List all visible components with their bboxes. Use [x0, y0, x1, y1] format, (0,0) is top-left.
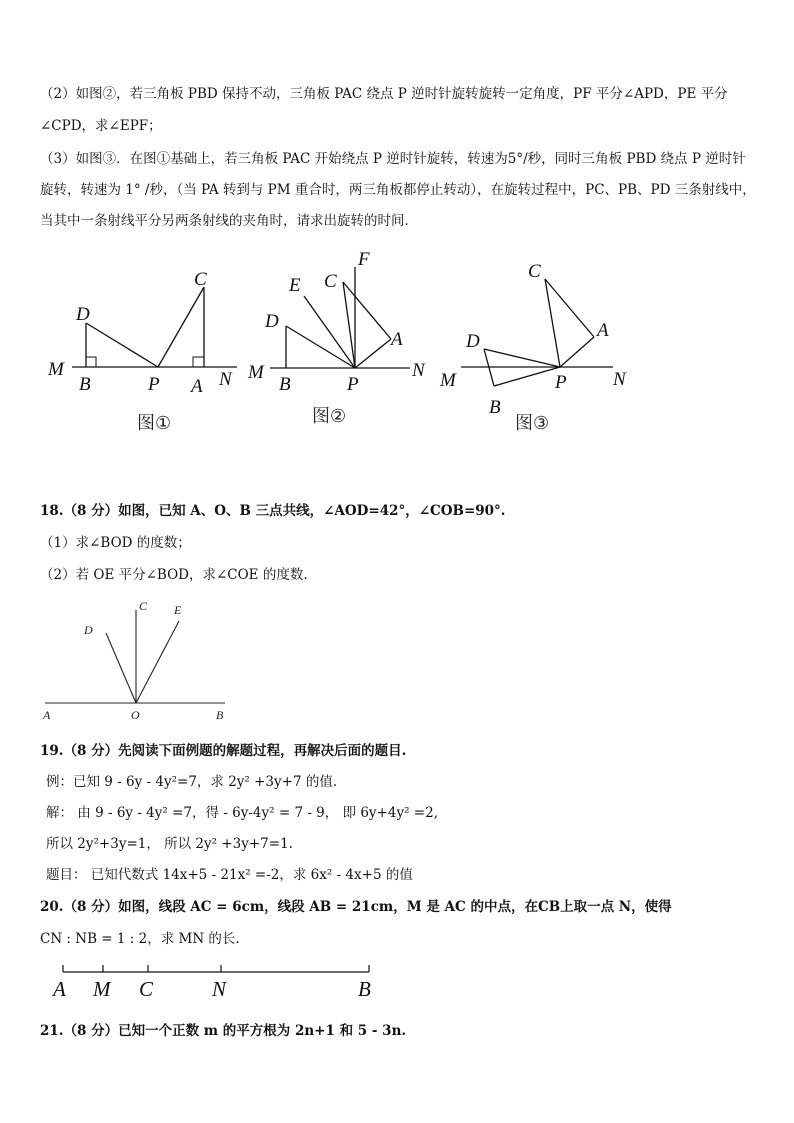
- q18-label-C: C: [139, 599, 148, 613]
- q17-part3-line1: （3）如图③．在图①基础上，若三角板 PAC 开始绕点 P 逆时针旋转，转速为5°/秒，同时三角板 PBD 绕点 P 逆时针: [40, 151, 746, 167]
- fig3-label-A: A: [597, 320, 609, 341]
- q21-heading: 21.（8 分）已知一个正数 m 的平方根为 2n+1 和 5 - 3n.: [40, 1023, 407, 1039]
- q18-label-B: B: [216, 708, 224, 722]
- q18-label-D: D: [84, 623, 93, 637]
- q17-part3-line2: 旋转，转速为 1° /秒，（当 PA 转到与 PM 重合时，两三角板都停止转动），在旋转过程中，PC、PB、PD 三条射线中，: [40, 182, 756, 198]
- fig3-label-P: P: [555, 372, 567, 393]
- figure-2: [247, 249, 426, 427]
- q18-label-A: A: [43, 708, 51, 722]
- fig2-label-M: M: [248, 362, 264, 383]
- fig1-label-B: B: [79, 374, 91, 395]
- q20-point-A: A: [53, 977, 66, 1001]
- fig1-label-M: M: [48, 359, 64, 380]
- q18-sub1: （1）求∠BOD 的度数；: [40, 535, 191, 551]
- fig1-label-P: P: [148, 374, 160, 395]
- q19-heading: 19.（8 分）先阅读下面例题的解题过程，再解决后面的题目.: [40, 743, 407, 759]
- q19-so: 所以 2y²+3y=1， 所以 2y² +3y+7=1.: [46, 836, 293, 852]
- q18-label-O: O: [131, 708, 140, 722]
- figure-3: [439, 261, 627, 434]
- fig1-label-N: N: [219, 369, 232, 390]
- q18-label-E: E: [174, 603, 182, 617]
- q19-task: 题目： 已知代数式 14x+5 - 21x² =-2，求 6x² - 4x+5 的值: [46, 867, 413, 883]
- fig2-label-N: N: [412, 360, 425, 381]
- fig2-label-C: C: [324, 271, 337, 292]
- fig2-label-B: B: [279, 374, 291, 395]
- fig3-label-C: C: [528, 261, 541, 282]
- fig2-label-E: E: [289, 275, 301, 296]
- figure-1: [47, 269, 237, 434]
- q19-solution: 解： 由 9 - 6y - 4y² =7，得 - 6y-4y² = 7 - 9， 即 6y+4y² =2,: [46, 805, 438, 821]
- q18-sub2: （2）若 OE 平分∠BOD，求∠COE 的度数.: [40, 567, 308, 583]
- q20-line2: CN : NB = 1 : 2，求 MN 的长.: [40, 931, 240, 947]
- fig1-label-D: D: [76, 304, 90, 325]
- fig2-label-F: F: [358, 249, 370, 270]
- q20-point-M: M: [93, 977, 111, 1001]
- q17-figures: [0, 245, 794, 445]
- fig3-label-M: M: [440, 370, 456, 391]
- q17-part3-line3: 当其中一条射线平分另两条射线的夹角时，请求出旋转的时间．: [40, 213, 418, 229]
- q20-segment-figure: [40, 955, 400, 1005]
- fig3-label-D: D: [466, 331, 480, 352]
- fig1-label-A: A: [191, 376, 203, 397]
- q18-heading: 18.（8 分）如图，已知 A、O、B 三点共线，∠AOD=42°，∠COB=90°.: [40, 503, 506, 519]
- fig1-label-C: C: [194, 269, 207, 290]
- q18-figure: [40, 595, 280, 725]
- fig2-caption: 图②: [312, 406, 347, 427]
- fig1-caption: 图①: [137, 413, 172, 434]
- fig2-label-D: D: [265, 311, 279, 332]
- fig3-caption: 图③: [515, 413, 550, 434]
- q19-example: 例：已知 9 - 6y - 4y²=7，求 2y² +3y+7 的值.: [46, 774, 338, 790]
- q20-point-C: C: [139, 977, 154, 1001]
- fig2-label-A: A: [391, 329, 403, 350]
- fig3-label-B: B: [489, 397, 501, 418]
- fig2-label-P: P: [347, 374, 359, 395]
- q20-point-B: B: [358, 977, 371, 1001]
- q20-point-N: N: [212, 977, 227, 1001]
- fig3-label-N: N: [613, 369, 626, 390]
- q17-part2-line1: （2）如图②，若三角板 PBD 保持不动，三角板 PAC 绕点 P 逆时针旋转旋转一定角度，PF 平分∠APD，PE 平分: [40, 86, 728, 102]
- q20-heading: 20.（8 分）如图，线段 AC = 6cm，线段 AB = 21cm，M 是 AC 的中点，在CB上取一点 N，使得: [40, 899, 672, 915]
- q17-part2-line2: ∠CPD，求∠EPF；: [40, 118, 162, 134]
